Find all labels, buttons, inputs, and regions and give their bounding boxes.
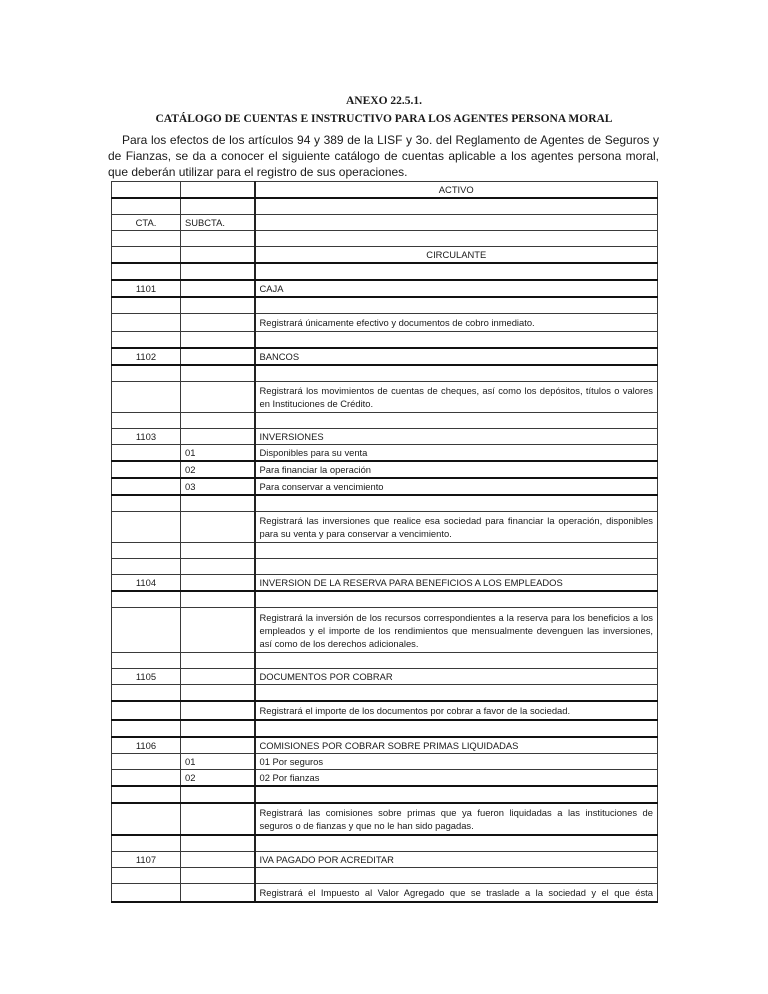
table-row-empty: [112, 653, 658, 669]
account-description: Registrará únicamente efectivo y documentos de cobro inmediato.: [255, 314, 658, 332]
subaccount-code: [181, 852, 255, 868]
table-row-empty: [112, 495, 658, 512]
description-row: [112, 382, 658, 413]
account-description: Registrará los movimientos de cuentas de cheques, así como los depósitos, títulos o valores en Instituciones de Crédito.: [255, 382, 658, 413]
table-row-empty: [112, 543, 658, 559]
table-row-empty: [112, 263, 658, 280]
subaccount-name: 02 Por fianzas: [255, 770, 658, 787]
document-title: ANEXO 22.5.1.: [345, 95, 423, 107]
account-row-1104: [112, 575, 658, 592]
table-row-empty: [112, 413, 658, 429]
account-code: 1105: [112, 669, 181, 685]
subaccount-name: Disponibles para su venta: [255, 445, 658, 462]
table-row-empty: [112, 786, 658, 803]
subaccount-row-1103-03: [112, 478, 658, 495]
table-row-empty: [112, 591, 658, 608]
table-row-empty: [112, 559, 658, 575]
table-row-empty: [112, 332, 658, 349]
account-row-1105: [112, 669, 658, 685]
subaccount-code: 03: [181, 478, 255, 495]
account-code: 1106: [112, 737, 181, 754]
accounts-catalog-table: [111, 181, 658, 903]
account-code: 1101: [112, 280, 181, 297]
description-row: [112, 884, 658, 903]
subaccount-row-1103-01: [112, 445, 658, 462]
account-code: 1107: [112, 852, 181, 868]
description-row: [112, 803, 658, 835]
account-name: CAJA: [255, 280, 658, 297]
subaccount-name: Para conservar a vencimiento: [255, 478, 658, 495]
account-description: Registrará las comisiones sobre primas que ya fueron liquidadas a las instituciones de seguros o de fianzas y que no le han sido pagadas.: [255, 803, 658, 835]
table-row-empty: [112, 365, 658, 382]
group-header-circulante: CIRCULANTE: [255, 247, 658, 264]
document-subtitle: CATÁLOGO DE CUENTAS E INSTRUCTIVO PARA LOS AGENTES PERSONA MORAL: [155, 113, 613, 125]
description-row: [112, 512, 658, 543]
subaccount-code: [181, 280, 255, 297]
account-code: 1103: [112, 429, 181, 445]
table-row-empty: [112, 231, 658, 247]
table-row-empty: [112, 198, 658, 215]
column-header-subcta: SUBCTA.: [181, 215, 255, 231]
account-row-1101: [112, 280, 658, 297]
subaccount-row-1106-01: [112, 754, 658, 770]
description-row: [112, 701, 658, 720]
account-description: Registrará la inversión de los recursos correspondientes a la reserva para los beneficios a los empleados y el importe de los rendimientos que mensualmente devenguen las inversiones, así como de los derechos adicionales.: [255, 608, 658, 653]
column-header-cta: CTA.: [112, 215, 181, 231]
subaccount-code: 02: [181, 461, 255, 478]
account-description: Registrará las inversiones que realice esa sociedad para financiar la operación, disponibles para su venta y para conservar a vencimiento.: [255, 512, 658, 543]
subaccount-code: [181, 669, 255, 685]
description-row: [112, 314, 658, 332]
account-row-1102: [112, 348, 658, 365]
subaccount-code: 01: [181, 445, 255, 462]
table-row-empty: [112, 685, 658, 702]
account-name: COMISIONES POR COBRAR SOBRE PRIMAS LIQUIDADAS: [255, 737, 658, 754]
account-description: Registrará el Impuesto al Valor Agregado que se traslade a la sociedad y el que ésta: [255, 884, 658, 903]
account-name: DOCUMENTOS POR COBRAR: [255, 669, 658, 685]
subaccount-code: 02: [181, 770, 255, 787]
account-name: INVERSIONES: [255, 429, 658, 445]
account-name: IVA PAGADO POR ACREDITAR: [255, 852, 658, 868]
subaccount-row-1106-02: [112, 770, 658, 787]
table-row-empty: [112, 297, 658, 314]
account-code: 1102: [112, 348, 181, 365]
account-name: BANCOS: [255, 348, 658, 365]
subaccount-name: 01 Por seguros: [255, 754, 658, 770]
intro-paragraph: Para los efectos de los artículos 94 y 389 de la LISF y 3o. del Reglamento de Agentes de Seguros y de Fianzas, se da a conocer el siguiente catálogo de cuentas aplicable a los agentes persona moral, que deberán utilizar para el registro de sus operaciones.: [108, 133, 659, 179]
account-row-1107: [112, 852, 658, 868]
column-header-row: [112, 215, 658, 231]
account-name: INVERSION DE LA RESERVA PARA BENEFICIOS A LOS EMPLEADOS: [255, 575, 658, 592]
account-description: Registrará el importe de los documentos por cobrar a favor de la sociedad.: [255, 701, 658, 720]
account-row-1103: [112, 429, 658, 445]
subaccount-code: [181, 737, 255, 754]
description-row: [112, 608, 658, 653]
table-row-empty: [112, 720, 658, 737]
subaccount-code: [181, 348, 255, 365]
section-header-activo: ACTIVO: [255, 182, 658, 199]
group-header-row: [112, 247, 658, 264]
subaccount-name: Para financiar la operación: [255, 461, 658, 478]
subaccount-row-1103-02: [112, 461, 658, 478]
table-row: [112, 182, 658, 199]
table-row-empty: [112, 868, 658, 884]
subaccount-code: [181, 429, 255, 445]
account-code: 1104: [112, 575, 181, 592]
subaccount-code: [181, 575, 255, 592]
subaccount-code: 01: [181, 754, 255, 770]
account-row-1106: [112, 737, 658, 754]
table-row-empty: [112, 835, 658, 852]
